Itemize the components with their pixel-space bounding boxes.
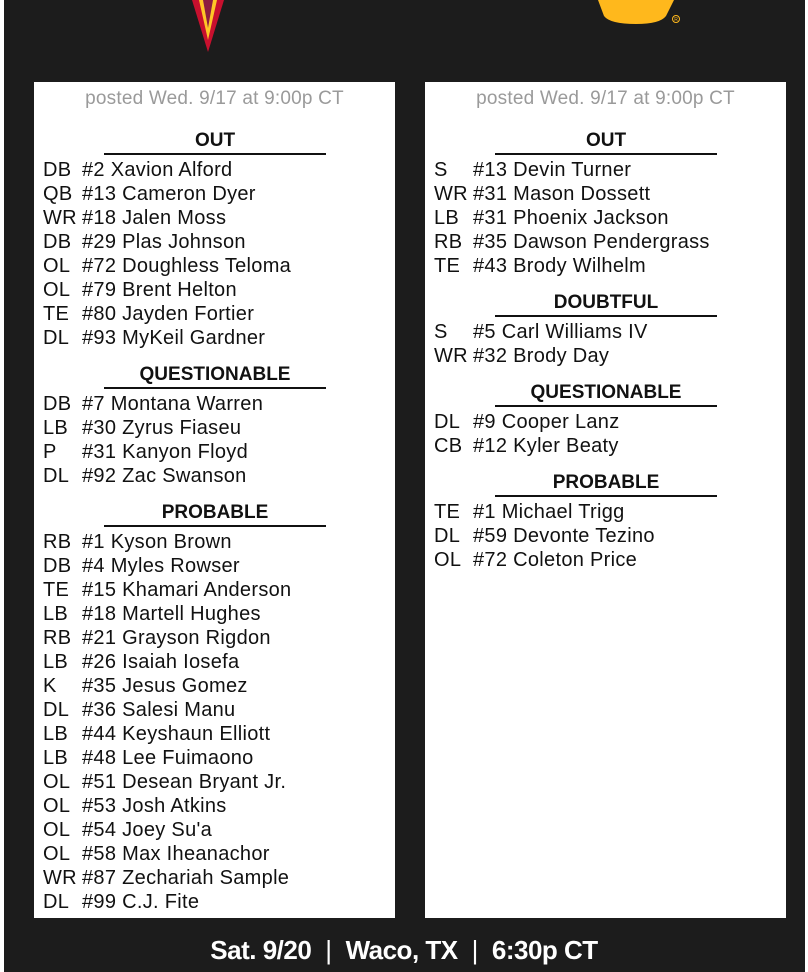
player-number-name: #92 Zac Swanson [82,465,247,487]
player-position: WR [434,345,468,367]
section-title-out: OUT [104,130,326,155]
player-row [34,626,395,650]
player-position: DL [43,699,70,721]
right-out-section [425,130,786,278]
player-row [34,416,395,440]
posted-timestamp: posted Wed. 9/17 at 9:00p CT [85,88,344,109]
right-questionable-section [425,382,786,458]
player-number-name: #51 Desean Bryant Jr. [82,771,287,793]
player-row [34,278,395,302]
player-row [34,602,395,626]
player-position: LB [43,417,69,439]
player-number-name: #15 Khamari Anderson [82,579,292,601]
player-row [34,578,395,602]
frame-border-left [0,0,4,972]
player-position: P [43,441,57,463]
player-number-name: #93 MyKeil Gardner [82,327,266,349]
player-number-name: #44 Keyshaun Elliott [82,723,271,745]
player-position: OL [43,255,71,277]
section-title-probable: PROBABLE [104,502,326,527]
posted-timestamp: posted Wed. 9/17 at 9:00p CT [476,88,735,109]
player-position: TE [434,255,461,277]
player-position: LB [434,207,460,229]
player-number-name: #79 Brent Helton [82,279,237,301]
player-row [34,746,395,770]
player-number-name: #48 Lee Fuimaono [82,747,254,769]
footer-separator: | [325,935,332,965]
player-position: S [434,159,448,181]
player-row [425,434,786,458]
player-row [425,524,786,548]
game-info-footer [0,928,808,972]
svg-text:R: R [674,17,678,23]
section-title-probable: PROBABLE [495,472,717,497]
game-location: Waco, TX [345,935,458,965]
player-row [425,500,786,524]
player-row [34,650,395,674]
player-number-name: #30 Zyrus Fiaseu [82,417,242,439]
player-position: WR [434,183,468,205]
player-row [34,158,395,182]
player-number-name: #21 Grayson Rigdon [82,627,271,649]
player-number-name: #31 Phoenix Jackson [473,207,669,229]
player-number-name: #72 Coleton Price [473,549,638,571]
player-row [34,842,395,866]
player-position: DL [43,891,70,913]
section-title-doubtful: DOUBTFUL [495,292,717,317]
player-number-name: #87 Zechariah Sample [82,867,290,889]
player-row [34,530,395,554]
left-questionable-section [34,364,395,488]
player-number-name: #72 Doughless Teloma [82,255,292,277]
player-number-name: #59 Devonte Tezino [473,525,655,547]
section-title-questionable: QUESTIONABLE [495,382,717,407]
player-number-name: #18 Martell Hughes [82,603,261,625]
player-position: TE [434,501,461,523]
player-row [425,254,786,278]
player-position: LB [43,603,69,625]
player-row [425,158,786,182]
player-number-name: #13 Cameron Dyer [82,183,256,205]
player-row [34,302,395,326]
player-row [425,320,786,344]
player-number-name: #2 Xavion Alford [82,159,233,181]
player-row [34,230,395,254]
player-position: LB [43,651,69,673]
player-position: K [43,675,57,697]
player-number-name: #31 Kanyon Floyd [82,441,249,463]
player-row [34,392,395,416]
player-row [34,770,395,794]
player-row [34,254,395,278]
player-number-name: #12 Kyler Beaty [473,435,619,457]
player-position: DL [43,465,70,487]
player-number-name: #80 Jayden Fortier [82,303,255,325]
player-row [425,548,786,572]
player-position: RB [43,627,72,649]
player-position: OL [43,771,71,793]
player-number-name: #1 Kyson Brown [82,531,232,553]
section-title-out: OUT [495,130,717,155]
player-number-name: #43 Brody Wilhelm [473,255,646,277]
player-row [34,674,395,698]
player-position: DL [434,525,461,547]
player-number-name: #99 C.J. Fite [82,891,200,913]
player-number-name: #9 Cooper Lanz [473,411,620,433]
player-number-name: #26 Isaiah Iosefa [82,651,240,673]
player-position: LB [43,723,69,745]
player-number-name: #36 Salesi Manu [82,699,236,721]
player-position: DB [43,555,72,577]
player-row [34,206,395,230]
player-number-name: #4 Myles Rowser [82,555,240,577]
player-row [34,464,395,488]
player-row [425,206,786,230]
player-row [34,182,395,206]
player-position: TE [43,579,70,601]
player-number-name: #13 Devin Turner [473,159,632,181]
player-row [34,794,395,818]
player-row [34,890,395,914]
player-position: RB [434,231,463,253]
left-probable-section [34,502,395,914]
player-number-name: #54 Joey Su'a [82,819,213,841]
injury-report-right-panel [425,82,786,918]
player-number-name: #58 Max Iheanachor [82,843,270,865]
injury-report-left-panel [34,82,395,918]
player-row [34,698,395,722]
right-doubtful-section [425,292,786,368]
player-position: TE [43,303,70,325]
left-out-section [34,130,395,350]
player-position: OL [43,819,71,841]
player-number-name: #35 Jesus Gomez [82,675,248,697]
player-position: WR [43,207,77,229]
player-position: DB [43,231,72,253]
player-number-name: #35 Dawson Pendergrass [473,231,710,253]
player-row [34,440,395,464]
bear-logo-icon [596,0,686,28]
player-position: OL [434,549,462,571]
player-row [34,326,395,350]
player-number-name: #32 Brody Day [473,345,610,367]
player-position: DL [434,411,461,433]
player-row [425,344,786,368]
player-number-name: #29 Plas Johnson [82,231,246,253]
player-row [425,410,786,434]
player-position: DB [43,393,72,415]
player-number-name: #18 Jalen Moss [82,207,227,229]
player-row [34,722,395,746]
player-position: WR [43,867,77,889]
player-position: QB [43,183,73,205]
player-row [425,182,786,206]
player-row [34,818,395,842]
player-row [34,866,395,890]
player-number-name: #53 Josh Atkins [82,795,227,817]
right-probable-section [425,472,786,572]
player-row [34,554,395,578]
player-position: S [434,321,448,343]
player-position: LB [43,747,69,769]
player-position: OL [43,279,71,301]
player-number-name: #7 Montana Warren [82,393,264,415]
player-number-name: #31 Mason Dossett [473,183,651,205]
player-position: OL [43,843,71,865]
player-position: DL [43,327,70,349]
player-number-name: #1 Michael Trigg [473,501,625,523]
pitchfork-logo-icon [190,0,226,52]
player-number-name: #5 Carl Williams IV [473,321,648,343]
footer-separator: | [471,935,478,965]
section-title-questionable: QUESTIONABLE [104,364,326,389]
player-position: DB [43,159,72,181]
player-position: CB [434,435,463,457]
player-position: OL [43,795,71,817]
player-position: RB [43,531,72,553]
player-row [425,230,786,254]
game-date: Sat. 9/20 [210,935,312,965]
game-time: 6:30p CT [491,935,598,965]
